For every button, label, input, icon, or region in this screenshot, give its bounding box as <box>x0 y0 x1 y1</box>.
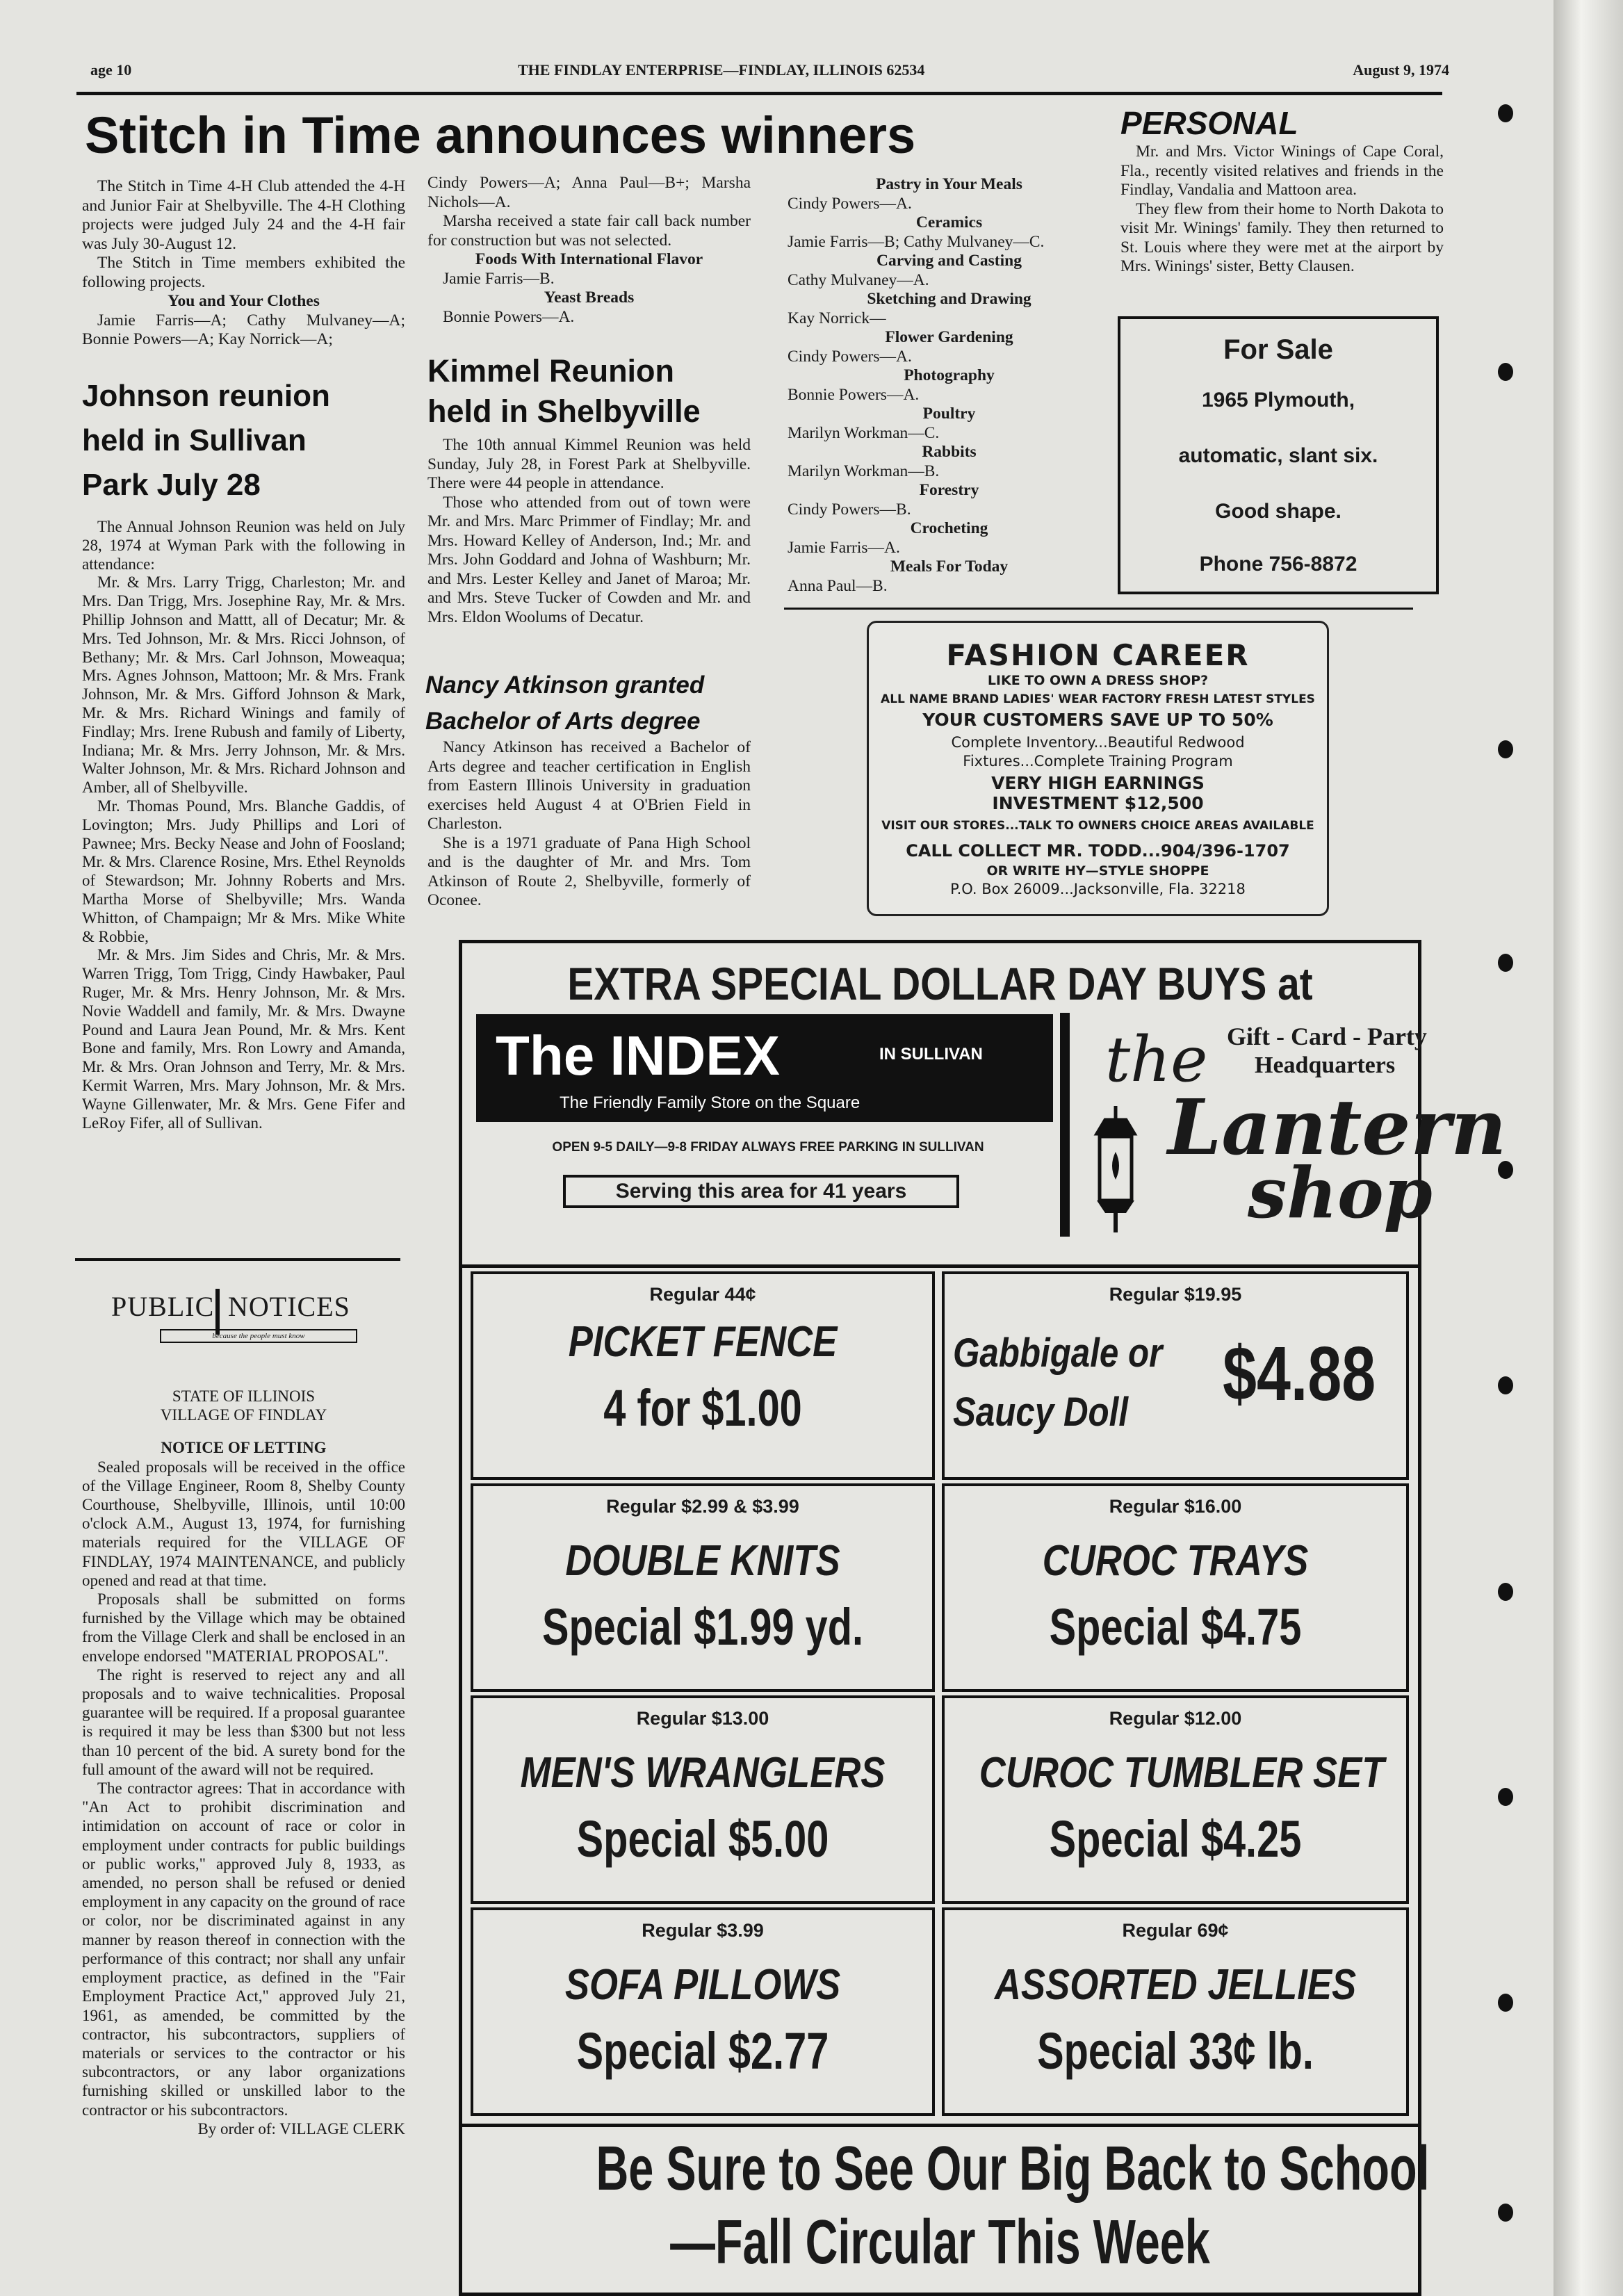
ad-header: EXTRA SPECIAL DOLLAR DAY BUYS at <box>567 958 1313 1009</box>
deal-regular: Regular $19.95 <box>1109 1284 1242 1305</box>
lantern-icon <box>1084 1103 1147 1235</box>
for-sale-title: For Sale <box>1223 334 1333 365</box>
stitch-subhead: You and Your Clothes <box>168 292 320 310</box>
logo-word: PUBLIC <box>111 1291 215 1322</box>
fashion-line: INVESTMENT $12,500 <box>992 793 1204 813</box>
deal-price: Special $4.75 <box>1049 1598 1302 1656</box>
punch-hole <box>1498 1376 1513 1394</box>
notice-state: STATE OF ILLINOIS <box>172 1387 316 1405</box>
logo-word: NOTICES <box>228 1291 350 1322</box>
deal-price: Special $2.77 <box>576 2022 829 2080</box>
stitch-subhead: Pastry in Your Meals <box>876 175 1022 193</box>
for-sale-line: Good shape. <box>1215 500 1341 523</box>
kimmel-para: Those who attended from out of town were Mr. and Mrs. Marc Primmer of Findlay; Mr. and Mrs. Howard Kelley of Anderson, Ind.; Mr. and Mrs. John Goddard and Johna of Washburn; Mr. and Mrs. Lester Kelley and Janet of Maroa; Mr. and Mrs. Steve Tucker of Cowden and Mr. and Mrs. Eldon Woolums of Decatur. <box>427 493 751 626</box>
notice-signature: By order of: VILLAGE CLERK <box>197 2119 405 2138</box>
fashion-line: P.O. Box 26009...Jacksonville, Fla. 32218 <box>950 881 1246 897</box>
for-sale-phone: Phone 756-8872 <box>1199 553 1357 576</box>
punch-hole <box>1498 954 1513 972</box>
deal-regular: Regular $12.00 <box>1109 1708 1242 1729</box>
deal-regular: Regular $2.99 & $3.99 <box>606 1496 799 1517</box>
deal-regular: Regular $13.00 <box>636 1708 769 1729</box>
deal-curoc-trays <box>942 1483 1409 1692</box>
stitch-entry: Marilyn Workman—C. <box>788 423 940 442</box>
lantern-shop: shop <box>1248 1152 1433 1234</box>
deal-price: 4 for $1.00 <box>603 1379 802 1437</box>
paper-name: THE FINDLAY ENTERPRISE—FINDLAY, ILLINOIS 62534 <box>518 61 925 79</box>
deal-name: DOUBLE KNITS <box>565 1537 840 1585</box>
punch-hole <box>1498 1994 1513 2012</box>
ad-divider <box>1060 1013 1070 1237</box>
stitch-col-1 <box>82 177 405 350</box>
issue-date: August 9, 1974 <box>1353 61 1449 79</box>
kimmel-headline <box>427 351 754 432</box>
notice-para: Sealed proposals will be received in the office of the Village Engineer, Room 8, Shelby County Courthouse, Shelbyville, Illinois, until 10:00 o'clock A.M., August 13, 1974, for furnishing materials required for the VILLAGE OF FINDLAY, 1974 MAINTENANCE, and publicly opened and read at that time. <box>82 1458 405 1589</box>
deal-double-knits <box>471 1483 935 1692</box>
stitch-subhead: Poultry <box>922 405 976 423</box>
deal-price: Special $1.99 yd. <box>541 1598 864 1656</box>
kimmel-body <box>427 436 751 627</box>
for-sale-ad <box>1118 316 1439 594</box>
fashion-title: FASHION CAREER <box>946 638 1250 672</box>
deal-regular: Regular $3.99 <box>642 1920 764 1941</box>
binder-edge <box>1553 0 1623 2296</box>
index-tagline: The Friendly Family Store on the Square <box>560 1093 861 1112</box>
stitch-subhead: Photography <box>904 366 995 384</box>
nancy-body <box>427 738 751 911</box>
deal-price: $4.88 <box>1223 1331 1376 1417</box>
deal-price: Special $4.25 <box>1049 1810 1302 1868</box>
stitch-col-2 <box>427 174 751 327</box>
headline-line: Park July 28 <box>82 468 261 502</box>
fashion-line: VERY HIGH EARNINGS <box>991 773 1205 793</box>
fashion-line: VISIT OUR STORES...TALK TO OWNERS CHOICE AREAS AVAILABLE <box>881 819 1314 833</box>
headline-line: held in Sullivan <box>82 423 307 457</box>
dollar-day-ad <box>459 940 1507 2296</box>
deal-name: CUROC TUMBLER SET <box>979 1749 1385 1797</box>
stitch-para: Cindy Powers—A; Anna Paul—B+; Marsha Nichols—A. <box>427 174 751 211</box>
stitch-subhead: Carving and Casting <box>876 252 1022 270</box>
stitch-entry: Kay Norrick— <box>788 309 886 327</box>
punch-hole <box>1498 2204 1513 2222</box>
ad-footer: —Fall Circular This Week <box>670 2208 1210 2277</box>
deal-picket-fence <box>471 1271 935 1480</box>
stitch-entry: Cathy Mulvaney—A. <box>788 270 929 289</box>
lantern-the: the <box>1105 1023 1208 1096</box>
index-hours: OPEN 9-5 DAILY—9-8 FRIDAY ALWAYS FREE PARKING IN SULLIVAN <box>552 1140 984 1155</box>
logo-bar <box>215 1289 220 1335</box>
stitch-para: The Stitch in Time 4-H Club attended the 4-H and Junior Fair at Shelbyville. The 4-H Clothing projects were judged July 24 and the 4-H fair was July 30-August 12. <box>82 177 405 253</box>
deal-assorted-jellies <box>942 1907 1409 2116</box>
index-location: IN SULLIVAN <box>879 1045 983 1064</box>
section-rule <box>75 1258 400 1261</box>
johnson-body <box>82 518 405 1132</box>
notice-body <box>82 1387 405 2138</box>
stitch-headline: Stitch in Time announces winners <box>85 106 916 164</box>
ad-footer: Be Sure to See Our Big Back to School <box>596 2134 1430 2204</box>
fashion-line: YOUR CUSTOMERS SAVE UP TO 50% <box>922 710 1273 730</box>
lantern-tagline: Headquarters <box>1255 1052 1396 1078</box>
deal-name: SOFA PILLOWS <box>564 1961 841 2009</box>
stitch-para: The Stitch in Time members exhibited the following projects. <box>82 254 405 291</box>
nancy-para: Nancy Atkinson has received a Bachelor of Arts degree and teacher certification in English from Eastern Illinois University in graduation exercises held August 4 at O'Brien Field in Charleston. <box>427 738 751 833</box>
page-number: age 10 <box>90 61 132 79</box>
stitch-subhead: Ceramics <box>915 213 983 231</box>
stitch-entry: Marilyn Workman—B. <box>788 462 940 480</box>
ad-rule <box>462 1264 1418 1268</box>
deal-curoc-tumbler <box>942 1695 1409 1904</box>
headline-line: Bachelor of Arts degree <box>425 708 701 735</box>
deal-sofa-pillows <box>471 1907 935 2116</box>
stitch-subhead: Foods With International Flavor <box>475 250 703 268</box>
headline-line: Nancy Atkinson granted <box>425 671 705 699</box>
deal-price: Special $5.00 <box>576 1810 829 1868</box>
deal-name: MEN'S WRANGLERS <box>520 1749 886 1797</box>
fashion-line: Fixtures...Complete Training Program <box>963 753 1233 770</box>
stitch-para: Jamie Farris—B. <box>443 269 555 288</box>
fashion-line: Complete Inventory...Beautiful Redwood <box>951 734 1245 751</box>
stitch-entry: Cindy Powers—A. <box>788 194 912 213</box>
section-rule <box>784 608 1413 610</box>
headline-line: held in Shelbyville <box>427 393 701 429</box>
johnson-para: The Annual Johnson Reunion was held on July 28, 1974 at Wyman Park with the following in attendance: <box>82 518 405 573</box>
masthead-rule <box>76 92 1442 95</box>
index-serving: Serving this area for 41 years <box>563 1175 959 1208</box>
lantern-shop-logo <box>1077 1009 1507 1239</box>
personal-headline: PERSONAL <box>1120 105 1298 141</box>
headline-line: Kimmel Reunion <box>427 353 675 389</box>
fashion-line: LIKE TO OWN A DRESS SHOP? <box>987 673 1209 688</box>
punch-hole <box>1498 1583 1513 1601</box>
deal-name: Saucy Doll <box>953 1390 1129 1435</box>
fashion-line: ALL NAME BRAND LADIES' WEAR FACTORY FRESH LATEST STYLES <box>881 692 1315 706</box>
for-sale-line: automatic, slant six. <box>1178 444 1378 467</box>
fashion-line: CALL COLLECT MR. TODD...904/396-1707 <box>906 841 1290 861</box>
deal-name: Gabbigale or <box>953 1330 1163 1376</box>
stitch-subhead: Crocheting <box>910 519 988 537</box>
public-notices-logo <box>111 1285 368 1354</box>
stitch-subhead: Forestry <box>919 481 979 499</box>
personal-para: Mr. and Mrs. Victor Winings of Cape Coral, Fla., recently visited relatives and friends in the Findlay, Vandalia and Mattoon area. <box>1120 143 1444 199</box>
johnson-headline <box>82 374 409 507</box>
deal-name: CUROC TRAYS <box>1042 1537 1309 1585</box>
personal-para: They flew from their home to North Dakota to visit Mr. Winings' family. They then returned to St. Louis where they were met at the airport by Mrs. Winings' sister, Betty Clausen. <box>1120 200 1444 275</box>
stitch-para: Bonnie Powers—A. <box>443 307 575 326</box>
deal-mens-wranglers <box>471 1695 935 1904</box>
stitch-entry: Cindy Powers—A. <box>788 347 912 366</box>
deal-doll <box>942 1271 1409 1480</box>
stitch-entry: Jamie Farris—A. <box>788 538 900 557</box>
stitch-subhead: Sketching and Drawing <box>867 290 1031 308</box>
masthead <box>90 57 1449 85</box>
fashion-career-ad <box>867 621 1329 916</box>
deal-name: ASSORTED JELLIES <box>994 1961 1357 2009</box>
notice-para: Proposals shall be submitted on forms furnished by the Village which may be obtained from the Village Clerk and shall be enclosed in an envelope endorsed "MATERIAL PROPOSAL". <box>82 1590 405 1665</box>
punch-hole <box>1498 740 1513 758</box>
stitch-subhead: Flower Gardening <box>885 328 1013 346</box>
johnson-para: Mr. & Mrs. Larry Trigg, Charleston; Mr. and Mrs. Dan Trigg, Mrs. Josephine Ray, Mr. & Mrs. Phillip Johnson and Mattt, all of Decatur; Mr. & Mrs. Ted Johnson, Mr. & Mrs. Ricci Johnson, of Bethany; Mr. & Mrs. Carl Johnson, Moweaqua; Mrs. Agnes Johnson, Mattoon; Mr. & Mrs. Frank Johnson, Mr. & Mrs. Gifford Johnson & Mark, Mr. & Mrs. Richard Winings and family of Findlay; Mrs. Irene Rubush and family of Liberty, Indiana; Mr. & Mrs. Jerry Johnson, Mr. & Mrs. Walter Johnson, Mr. & Mrs. Richard Johnson and Amber, all of Shelbyville. <box>82 573 405 797</box>
logo-tagline: because the people must know <box>160 1329 357 1343</box>
deal-name: PICKET FENCE <box>568 1318 838 1366</box>
stitch-para: Jamie Farris—A; Cathy Mulvaney—A; Bonnie Powers—A; Kay Norrick—A; <box>82 311 405 348</box>
index-name: The INDEX <box>496 1025 780 1086</box>
nancy-para: She is a 1971 graduate of Pana High School and is the daughter of Mr. and Mrs. Tom Atkinson of Route 2, Shelbyville, formerly of Oconee. <box>427 833 751 909</box>
stitch-col-3 <box>788 175 1111 596</box>
deal-regular: Regular 44¢ <box>649 1284 756 1305</box>
punch-hole <box>1498 104 1513 122</box>
nancy-headline <box>425 667 759 740</box>
stitch-subhead: Rabbits <box>922 443 977 461</box>
fashion-line: OR WRITE HY—STYLE SHOPPE <box>986 863 1209 879</box>
stitch-entry: Cindy Powers—B. <box>788 500 911 519</box>
personal-body <box>1120 143 1444 277</box>
punch-hole <box>1498 1788 1513 1806</box>
stitch-subhead: Meals For Today <box>890 557 1009 576</box>
notice-title: NOTICE OF LETTING <box>161 1439 327 1457</box>
johnson-para: Mr. Thomas Pound, Mrs. Blanche Gaddis, of Lovington; Mrs. Judy Phillips and Lori of Pawnee; Mrs. Becky Nease and John of Foosland; Mr. & Mrs. Clarence Rosine, Mrs. Ethel Reynolds of Stewardson; Mr. Johnny Roberts and Mrs. Martha Morse of Shelbyville; Mrs. Wanda Whitton, of Champaign; Mr & Mrs. Mike White & Robbie, <box>82 797 405 945</box>
deal-regular: Regular $16.00 <box>1109 1496 1242 1517</box>
notice-para: The right is reserved to reject any and all proposals and to waive technicalities. Proposal guarantee will be required. If a proposal guarantee is required it may be less than $300 but not less than 10 percent of the bid. A surety bond for the full amount of the award will not be required. <box>82 1666 405 1778</box>
headline-line: Johnson reunion <box>82 379 330 413</box>
lantern-name: Lantern <box>1168 1082 1507 1172</box>
notice-para: The contractor agrees: That in accordance with "An Act to prohibit discrimination and intimidation on account of race or color in employment under contracts for public buildings or public works," approved July 8, 1933, as amended, no person shall be refused or denied employment in any capacity on the ground of race or color, nor be discriminated against in any manner by reason thereof in connection with the performance of this contract; nor shall any unfair employment practice, as defined in the "Fair Employment Practice Act," approved July 21, 1961, as amended, be committed by the contractor, his subcontractors, suppliers of materials or services to the contractor or his subcontractors, or any labor organizations furnishing skilled or unskilled labor to the contractor or his subcontractors. <box>82 1780 405 2119</box>
ad-rule <box>462 2124 1418 2127</box>
kimmel-para: The 10th annual Kimmel Reunion was held Sunday, July 28, in Forest Park at Shelbyville. There were 44 people in attendance. <box>427 436 751 492</box>
notice-village: VILLAGE OF FINDLAY <box>160 1406 327 1424</box>
lantern-tagline: Gift - Card - Party <box>1227 1023 1427 1050</box>
stitch-subhead: Yeast Breads <box>544 288 635 307</box>
deal-regular: Regular 69¢ <box>1122 1920 1229 1941</box>
stitch-para: Marsha received a state fair call back number for construction but was not selected. <box>427 212 751 250</box>
johnson-para: Mr. & Mrs. Jim Sides and Chris, Mr. & Mrs. Warren Trigg, Tom Trigg, Cindy Hawbaker, Paul Ruger, Mr. & Mrs. Henry Johnson, Mr. & Mrs. Novie Waddell and family, Mr. & Mrs. Dwayne Pound and Laura Jean Pound, Mr. & Mrs. Kent Bone and family, Mrs. Ron Lowry and Amanda, Mr. & Mrs. Oran Johnson and Terry, Mr. & Mrs. Kermit Warren, Mrs. Mary Johnson, Mr. & Mrs. Wayne Gillenwater, Mr. & Mrs. Gene Fifer and LeRoy Fifer, all of Sullivan. <box>82 946 405 1132</box>
stitch-entry: Anna Paul—B. <box>788 576 888 595</box>
for-sale-line: 1965 Plymouth, <box>1201 389 1355 412</box>
stitch-entry: Bonnie Powers—A. <box>788 385 920 404</box>
deal-price: Special 33¢ lb. <box>1037 2022 1314 2080</box>
punch-hole <box>1498 363 1513 381</box>
index-banner <box>476 1014 1053 1122</box>
stitch-entry: Jamie Farris—B; Cathy Mulvaney—C. <box>788 232 1045 251</box>
